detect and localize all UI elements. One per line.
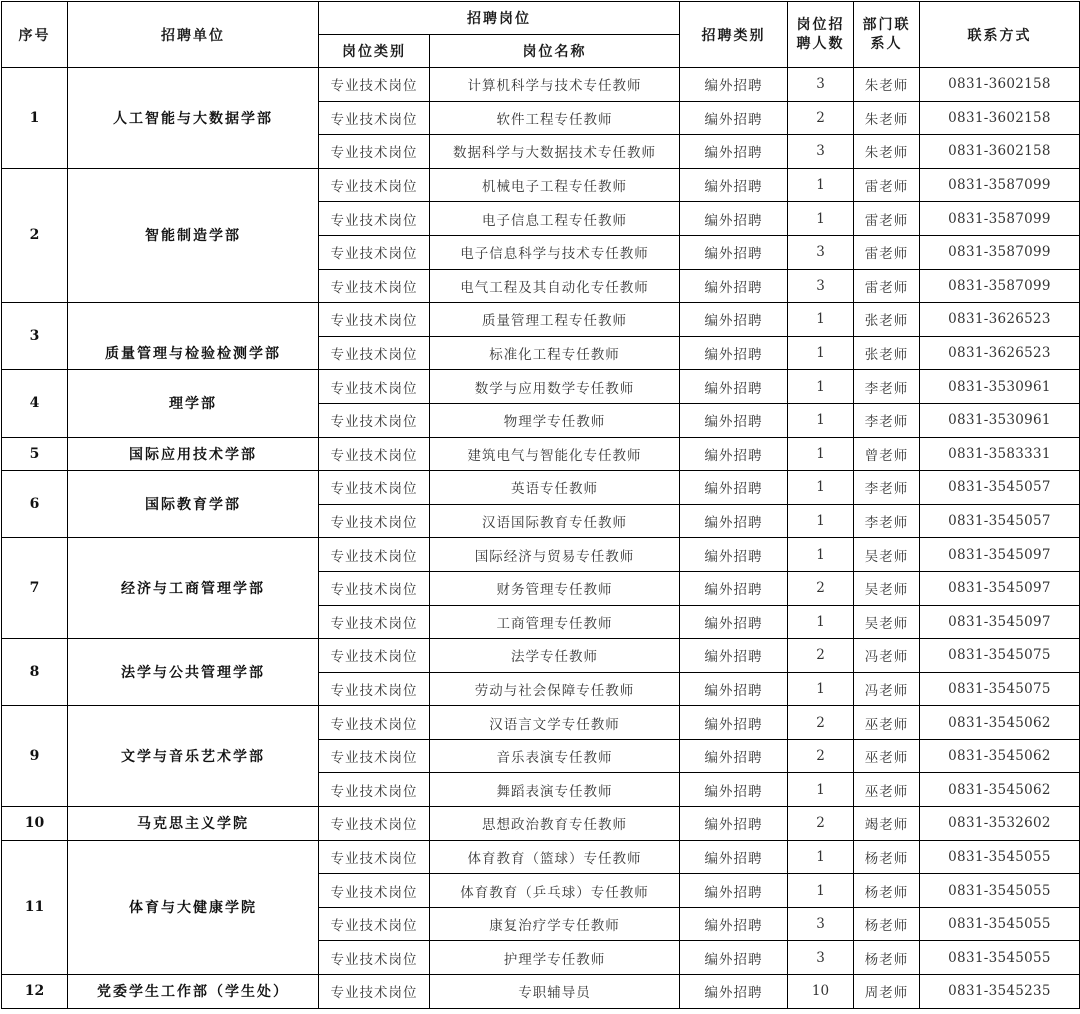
post-type: 专业技术岗位 [319,538,430,572]
recruit-category: 编外招聘 [680,269,788,303]
contact-person: 张老师 [854,303,920,337]
recruit-category: 编外招聘 [680,202,788,236]
contact-phone: 0831-3545055 [920,840,1080,874]
contact-person: 张老师 [854,336,920,370]
contact-phone: 0831-3545075 [920,672,1080,706]
post-name: 舞蹈表演专任教师 [430,773,680,807]
post-type: 专业技术岗位 [319,773,430,807]
recruit-category: 编外招聘 [680,303,788,337]
contact-phone: 0831-3587099 [920,269,1080,303]
post-type: 专业技术岗位 [319,672,430,706]
post-count: 2 [788,101,854,135]
post-type: 专业技术岗位 [319,471,430,505]
contact-phone: 0831-3587099 [920,202,1080,236]
contact-phone: 0831-3545075 [920,639,1080,673]
post-count: 10 [788,975,854,1009]
contact-phone: 0831-3530961 [920,370,1080,404]
post-count: 1 [788,168,854,202]
contact-person: 杨老师 [854,907,920,941]
contact-person: 杨老师 [854,840,920,874]
post-type: 专业技术岗位 [319,168,430,202]
post-count: 1 [788,403,854,437]
contact-phone: 0831-3545235 [920,975,1080,1009]
table-row [2,840,1080,874]
header-post-group: 招聘岗位 [319,2,680,35]
post-type: 专业技术岗位 [319,68,430,102]
post-count: 1 [788,370,854,404]
contact-person: 雷老师 [854,235,920,269]
post-type: 专业技术岗位 [319,135,430,169]
recruit-category: 编外招聘 [680,68,788,102]
recruiting-unit: 党委学生工作部（学生处） [68,975,319,1009]
recruit-category: 编外招聘 [680,403,788,437]
contact-phone: 0831-3545097 [920,538,1080,572]
recruiting-unit: 智能制造学部 [68,168,319,302]
post-count: 1 [788,336,854,370]
post-count: 3 [788,235,854,269]
post-name: 电气工程及其自动化专任教师 [430,269,680,303]
post-count: 2 [788,639,854,673]
post-name: 专职辅导员 [430,975,680,1009]
post-name: 数据科学与大数据技术专任教师 [430,135,680,169]
post-type: 专业技术岗位 [319,269,430,303]
recruit-category: 编外招聘 [680,168,788,202]
contact-phone: 0831-3545097 [920,605,1080,639]
row-number: 11 [2,840,68,974]
contact-person: 雷老师 [854,168,920,202]
row-number: 9 [2,706,68,807]
post-type: 专业技术岗位 [319,706,430,740]
recruiting-unit: 质量管理与检验检测学部 [68,303,319,370]
contact-phone: 0831-3602158 [920,68,1080,102]
table-header [2,2,1080,68]
post-count: 3 [788,907,854,941]
post-name: 质量管理工程专任教师 [430,303,680,337]
row-number: 7 [2,538,68,639]
recruit-category: 编外招聘 [680,672,788,706]
post-name: 法学专任教师 [430,639,680,673]
post-count: 2 [788,807,854,841]
contact-person: 朱老师 [854,135,920,169]
header-category: 招聘类别 [680,2,788,68]
row-number: 6 [2,471,68,538]
contact-person: 周老师 [854,975,920,1009]
post-count: 1 [788,672,854,706]
table-row [2,370,1080,404]
post-count: 1 [788,605,854,639]
contact-person: 雷老师 [854,269,920,303]
recruit-category: 编外招聘 [680,605,788,639]
post-name: 思想政治教育专任教师 [430,807,680,841]
post-name: 电子信息工程专任教师 [430,202,680,236]
post-type: 专业技术岗位 [319,370,430,404]
post-count: 1 [788,840,854,874]
post-type: 专业技术岗位 [319,739,430,773]
recruit-category: 编外招聘 [680,739,788,773]
post-count: 1 [788,303,854,337]
post-count: 3 [788,135,854,169]
contact-phone: 0831-3583331 [920,437,1080,471]
row-number: 3 [2,303,68,370]
table-row [2,807,1080,841]
row-number: 5 [2,437,68,471]
post-count: 3 [788,941,854,975]
recruit-category: 编外招聘 [680,773,788,807]
contact-person: 朱老师 [854,68,920,102]
post-type: 专业技术岗位 [319,504,430,538]
recruiting-unit: 文学与音乐艺术学部 [68,706,319,807]
post-name: 康复治疗学专任教师 [430,907,680,941]
post-count: 2 [788,739,854,773]
post-name: 数学与应用数学专任教师 [430,370,680,404]
row-number: 4 [2,370,68,437]
contact-person: 李老师 [854,471,920,505]
table-row [2,706,1080,740]
table-row [2,437,1080,471]
post-count: 1 [788,471,854,505]
header-phone: 联系方式 [920,2,1080,68]
recruit-category: 编外招聘 [680,706,788,740]
contact-person: 杨老师 [854,874,920,908]
post-type: 专业技术岗位 [319,403,430,437]
recruiting-unit: 人工智能与大数据学部 [68,68,319,169]
post-count: 3 [788,269,854,303]
header-post-type: 岗位类别 [319,35,430,68]
recruit-category: 编外招聘 [680,135,788,169]
contact-phone: 0831-3545055 [920,874,1080,908]
contact-phone: 0831-3530961 [920,403,1080,437]
contact-phone: 0831-3545055 [920,941,1080,975]
post-type: 专业技术岗位 [319,975,430,1009]
recruit-category: 编外招聘 [680,874,788,908]
post-count: 2 [788,571,854,605]
post-type: 专业技术岗位 [319,840,430,874]
contact-phone: 0831-3545062 [920,739,1080,773]
post-type: 专业技术岗位 [319,807,430,841]
contact-person: 李老师 [854,403,920,437]
contact-person: 冯老师 [854,672,920,706]
recruit-category: 编外招聘 [680,941,788,975]
post-type: 专业技术岗位 [319,571,430,605]
post-count: 1 [788,202,854,236]
row-number: 1 [2,68,68,169]
recruit-category: 编外招聘 [680,639,788,673]
recruit-category: 编外招聘 [680,907,788,941]
contact-phone: 0831-3532602 [920,807,1080,841]
header-no: 序号 [2,2,68,68]
contact-person: 朱老师 [854,101,920,135]
header-count: 岗位招聘人数 [788,2,854,68]
post-name: 财务管理专任教师 [430,571,680,605]
contact-person: 巫老师 [854,773,920,807]
post-name: 国际经济与贸易专任教师 [430,538,680,572]
post-count: 1 [788,437,854,471]
post-count: 3 [788,68,854,102]
recruit-category: 编外招聘 [680,370,788,404]
post-type: 专业技术岗位 [319,101,430,135]
contact-phone: 0831-3545057 [920,504,1080,538]
contact-person: 冯老师 [854,639,920,673]
contact-person: 巫老师 [854,706,920,740]
post-name: 护理学专任教师 [430,941,680,975]
post-type: 专业技术岗位 [319,941,430,975]
post-name: 汉语国际教育专任教师 [430,504,680,538]
table-body [2,68,1080,1009]
contact-person: 吴老师 [854,571,920,605]
recruit-category: 编外招聘 [680,235,788,269]
contact-phone: 0831-3626523 [920,303,1080,337]
recruit-category: 编外招聘 [680,538,788,572]
contact-phone: 0831-3545062 [920,773,1080,807]
post-type: 专业技术岗位 [319,202,430,236]
post-type: 专业技术岗位 [319,907,430,941]
recruit-category: 编外招聘 [680,504,788,538]
recruit-category: 编外招聘 [680,336,788,370]
contact-person: 曾老师 [854,437,920,471]
table-row [2,168,1080,202]
post-type: 专业技术岗位 [319,874,430,908]
table-row [2,538,1080,572]
contact-person: 杨老师 [854,941,920,975]
recruiting-unit: 体育与大健康学院 [68,840,319,974]
contact-phone: 0831-3587099 [920,168,1080,202]
post-type: 专业技术岗位 [319,605,430,639]
header-contact: 部门联系人 [854,2,920,68]
row-number: 10 [2,807,68,841]
post-count: 2 [788,706,854,740]
post-type: 专业技术岗位 [319,336,430,370]
post-name: 建筑电气与智能化专任教师 [430,437,680,471]
table-row [2,471,1080,505]
post-name: 标准化工程专任教师 [430,336,680,370]
recruit-category: 编外招聘 [680,807,788,841]
post-name: 电子信息科学与技术专任教师 [430,235,680,269]
post-name: 物理学专任教师 [430,403,680,437]
contact-person: 李老师 [854,370,920,404]
recruiting-unit: 理学部 [68,370,319,437]
post-name: 体育教育（乒乓球）专任教师 [430,874,680,908]
contact-person: 吴老师 [854,538,920,572]
recruit-category: 编外招聘 [680,471,788,505]
recruit-category: 编外招聘 [680,571,788,605]
recruiting-unit: 经济与工商管理学部 [68,538,319,639]
post-name: 体育教育（篮球）专任教师 [430,840,680,874]
contact-person: 吴老师 [854,605,920,639]
contact-phone: 0831-3602158 [920,135,1080,169]
contact-phone: 0831-3545055 [920,907,1080,941]
post-name: 软件工程专任教师 [430,101,680,135]
post-count: 1 [788,773,854,807]
post-count: 1 [788,504,854,538]
recruit-category: 编外招聘 [680,101,788,135]
post-count: 1 [788,538,854,572]
post-name: 劳动与社会保障专任教师 [430,672,680,706]
recruit-category: 编外招聘 [680,437,788,471]
recruiting-unit: 马克思主义学院 [68,807,319,841]
post-type: 专业技术岗位 [319,437,430,471]
post-name: 计算机科学与技术专任教师 [430,68,680,102]
recruiting-unit: 国际应用技术学部 [68,437,319,471]
contact-person: 李老师 [854,504,920,538]
contact-phone: 0831-3587099 [920,235,1080,269]
contact-phone: 0831-3626523 [920,336,1080,370]
contact-phone: 0831-3602158 [920,101,1080,135]
table-row [2,975,1080,1009]
table-row [2,639,1080,673]
row-number: 8 [2,639,68,706]
post-name: 汉语言文学专任教师 [430,706,680,740]
table-row [2,303,1080,337]
post-type: 专业技术岗位 [319,235,430,269]
row-number: 2 [2,168,68,302]
post-name: 机械电子工程专任教师 [430,168,680,202]
contact-person: 雷老师 [854,202,920,236]
row-number: 12 [2,975,68,1009]
post-count: 1 [788,874,854,908]
contact-person: 竭老师 [854,807,920,841]
recruiting-unit: 国际教育学部 [68,471,319,538]
table-row [2,68,1080,102]
recruit-category: 编外招聘 [680,975,788,1009]
recruitment-table [1,1,1080,1009]
post-name: 英语专任教师 [430,471,680,505]
post-type: 专业技术岗位 [319,639,430,673]
contact-phone: 0831-3545057 [920,471,1080,505]
header-post-name: 岗位名称 [430,35,680,68]
recruit-category: 编外招聘 [680,840,788,874]
contact-phone: 0831-3545062 [920,706,1080,740]
contact-phone: 0831-3545097 [920,571,1080,605]
recruiting-unit: 法学与公共管理学部 [68,639,319,706]
post-type: 专业技术岗位 [319,303,430,337]
post-name: 工商管理专任教师 [430,605,680,639]
header-unit: 招聘单位 [68,2,319,68]
contact-person: 巫老师 [854,739,920,773]
post-name: 音乐表演专任教师 [430,739,680,773]
